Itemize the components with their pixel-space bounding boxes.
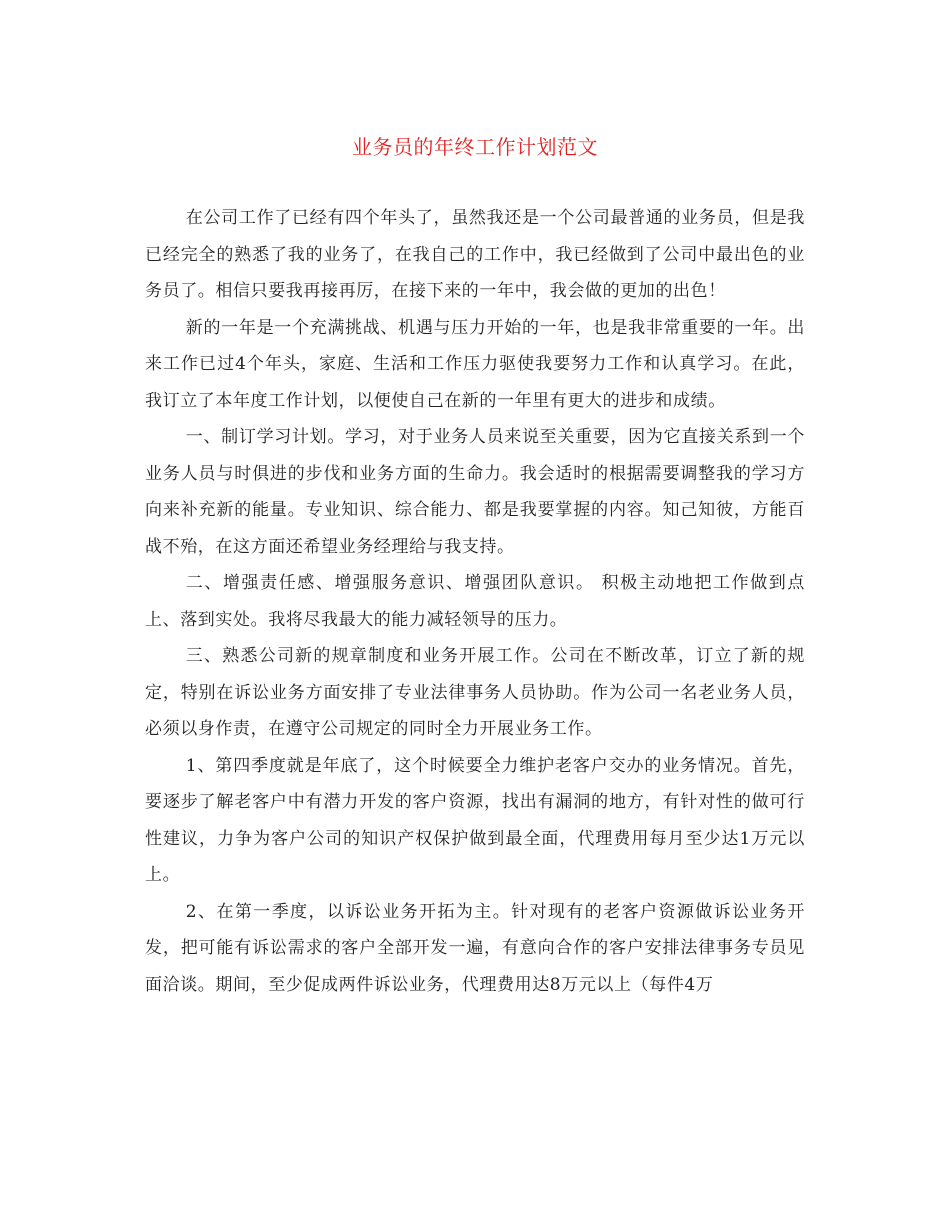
paragraph-intro: 在公司工作了已经有四个年头了，虽然我还是一个公司最普通的业务员，但是我已经完全的熟悉了我的业务了，在我自己的工作中，我已经做到了公司中最出色的业务员了。相信只要我再接再厉，在接下来的一年中，我会做的更加的出色！ <box>145 208 805 301</box>
paragraph-q1-plan: 2、在第一季度，以诉讼业务开拓为主。针对现有的老客户资源做诉讼业务开发，把可能有诉讼需求的客户全部开发一遍，有意向合作的客户安排法律事务专员见面洽谈。期间，至少促成两件诉讼业务，代理费用达8万元以上（每件4万 <box>145 901 805 995</box>
paragraph-responsibility: 二、增强责任感、增强服务意识、增强团队意识。 积极主动地把工作做到点上、落到实处。我将尽我最大的能力减轻领导的压力。 <box>145 573 805 630</box>
paragraph-q4-plan: 1、第四季度就是年底了，这个时候要全力维护老客户交办的业务情况。首先，要逐步了解老客户中有潜力开发的客户资源，找出有漏洞的地方，有针对性的做可行性建议，力争为客户公司的知识产权保护做到最全面，代理费用每月至少达1万元以上。 <box>145 755 805 885</box>
paragraph-study-plan: 一、制订学习计划。学习，对于业务人员来说至关重要，因为它直接关系到一个业务人员与时俱进的步伐和业务方面的生命力。我会适时的根据需要调整我的学习方向来补充新的能量。专业知识、综合能力、都是我要掌握的内容。知己知彼，方能百战不殆，在这方面还希望业务经理给与我支持。 <box>145 427 805 557</box>
paragraph-new-year: 新的一年是一个充满挑战、机遇与压力开始的一年，也是我非常重要的一年。出来工作已过4个年头，家庭、生活和工作压力驱使我要努力工作和认真学习。在此，我订立了本年度工作计划，以便使自己在新的一年里有更大的进步和成绩。 <box>145 317 805 411</box>
document-title: 业务员的年终工作计划范文 <box>352 135 598 159</box>
document-body <box>145 200 805 1003</box>
paragraph-company-rules: 三、熟悉公司新的规章制度和业务开展工作。公司在不断改革，订立了新的规定，特别在诉讼业务方面安排了专业法律事务人员协助。作为公司一名老业务人员，必须以身作责，在遵守公司规定的同时全力开展业务工作。 <box>145 646 805 739</box>
